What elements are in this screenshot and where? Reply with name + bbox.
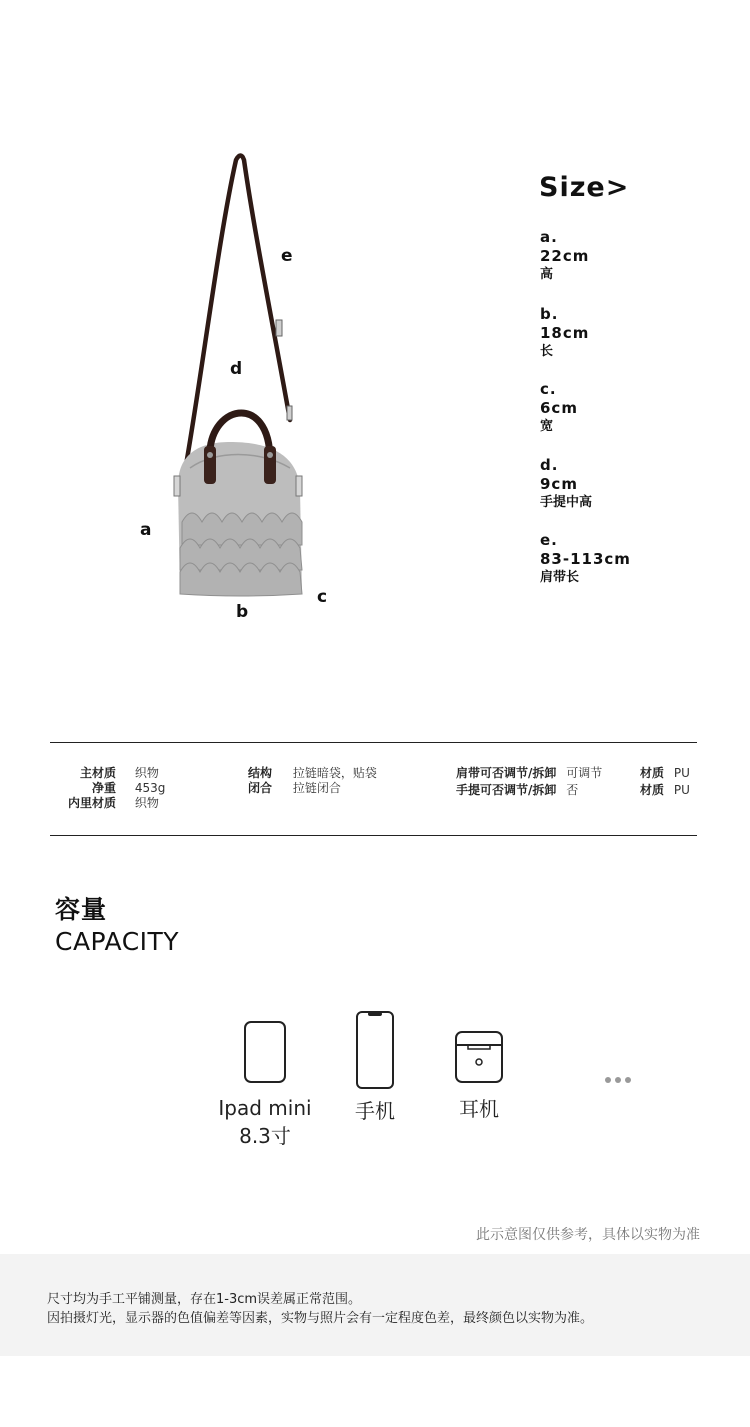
size-title: Size> — [539, 172, 630, 203]
phone-icon — [355, 1010, 395, 1090]
capacity-title-cn: 容量 — [55, 895, 108, 924]
capacity-label: Ipad mini — [218, 1096, 312, 1120]
bag-ruffles — [180, 513, 302, 596]
spec-value: PU — [673, 766, 690, 780]
spec-value: PU — [673, 783, 690, 797]
shoulder-strap — [183, 156, 290, 483]
spec-value: 拉链闭合 — [292, 781, 341, 795]
size-value: 18cm — [540, 324, 590, 342]
spec-label: 内里材质 — [67, 796, 116, 810]
spec-lining — [50, 796, 159, 811]
size-key: a. — [540, 228, 558, 246]
size-desc: 手提中高 — [540, 495, 593, 510]
spec-bottom-rule — [50, 835, 697, 836]
spec-label: 闭合 — [248, 781, 273, 795]
capacity-title-en: CAPACITY — [55, 927, 180, 956]
spec-closure — [248, 781, 341, 796]
dimension-label-e: e — [281, 246, 293, 266]
dimension-label-a: a — [140, 520, 152, 540]
tablet-icon — [243, 1020, 287, 1084]
dimension-label-b: b — [236, 602, 249, 622]
capacity-item-tablet — [210, 1020, 320, 1150]
spec-top-rule — [50, 742, 697, 743]
spec-handle — [456, 783, 578, 798]
strap-buckle — [276, 320, 282, 336]
spec-label: 手提可否调节/拆卸 — [456, 783, 557, 797]
capacity-item-earbuds — [444, 1030, 514, 1123]
size-value: 6cm — [540, 399, 578, 417]
spec-main-material — [50, 766, 159, 781]
spec-label: 结构 — [248, 766, 273, 780]
size-item-e — [540, 531, 720, 587]
size-value: 83-113cm — [540, 550, 631, 568]
earbuds-case-icon — [454, 1030, 504, 1086]
spec-value: 否 — [566, 783, 579, 797]
spec-strap-material — [640, 766, 690, 781]
spec-value: 织物 — [134, 796, 159, 810]
size-value: 9cm — [540, 475, 578, 493]
size-item-b — [540, 305, 720, 361]
spec-structure — [248, 766, 377, 781]
spec-label: 材质 — [640, 766, 665, 780]
spec-value: 可调节 — [566, 766, 603, 780]
size-key: c. — [540, 380, 557, 398]
capacity-label: 手机 — [355, 1099, 395, 1123]
size-desc: 高 — [540, 267, 554, 282]
footer-line-2: 因拍摄灯光，显示器的色值偏差等因素，实物与照片会有一定程度色差，最终颜色以实物为准。 — [47, 1311, 594, 1326]
spec-label: 材质 — [640, 783, 665, 797]
size-value: 22cm — [540, 247, 590, 265]
size-key: d. — [540, 456, 559, 474]
bag-diagram — [130, 150, 330, 620]
spec-label: 肩带可否调节/拆卸 — [456, 766, 557, 780]
spec-net-weight — [50, 781, 165, 796]
spec-value: 织物 — [134, 766, 159, 780]
more-dots-icon — [604, 1070, 632, 1089]
disclaimer-note: 此示意图仅供参考，具体以实物为准 — [476, 1227, 700, 1243]
footer-line-1: 尺寸均为手工平铺测量，存在1-3cm误差属正常范围。 — [47, 1292, 362, 1307]
size-key: b. — [540, 305, 559, 323]
spec-label: 主材质 — [79, 766, 116, 780]
capacity-label: 耳机 — [459, 1097, 499, 1121]
capacity-sublabel: 8.3寸 — [239, 1124, 291, 1148]
size-desc: 宽 — [540, 419, 554, 434]
size-desc: 长 — [540, 344, 554, 359]
size-desc: 肩带长 — [540, 570, 580, 585]
capacity-item-phone — [340, 1010, 410, 1125]
spec-label: 净重 — [91, 781, 116, 795]
dimension-label-d: d — [230, 359, 243, 379]
dimension-label-c: c — [317, 587, 328, 607]
spec-handle-material — [640, 783, 690, 798]
spec-value: 拉链暗袋，贴袋 — [292, 766, 377, 780]
footer-notes — [0, 1254, 750, 1356]
size-key: e. — [540, 531, 558, 549]
spec-value: 453g — [134, 781, 166, 795]
spec-shoulder-strap — [456, 766, 602, 781]
size-item-c — [540, 380, 720, 436]
size-item-a — [540, 228, 720, 284]
size-item-d — [540, 456, 720, 512]
